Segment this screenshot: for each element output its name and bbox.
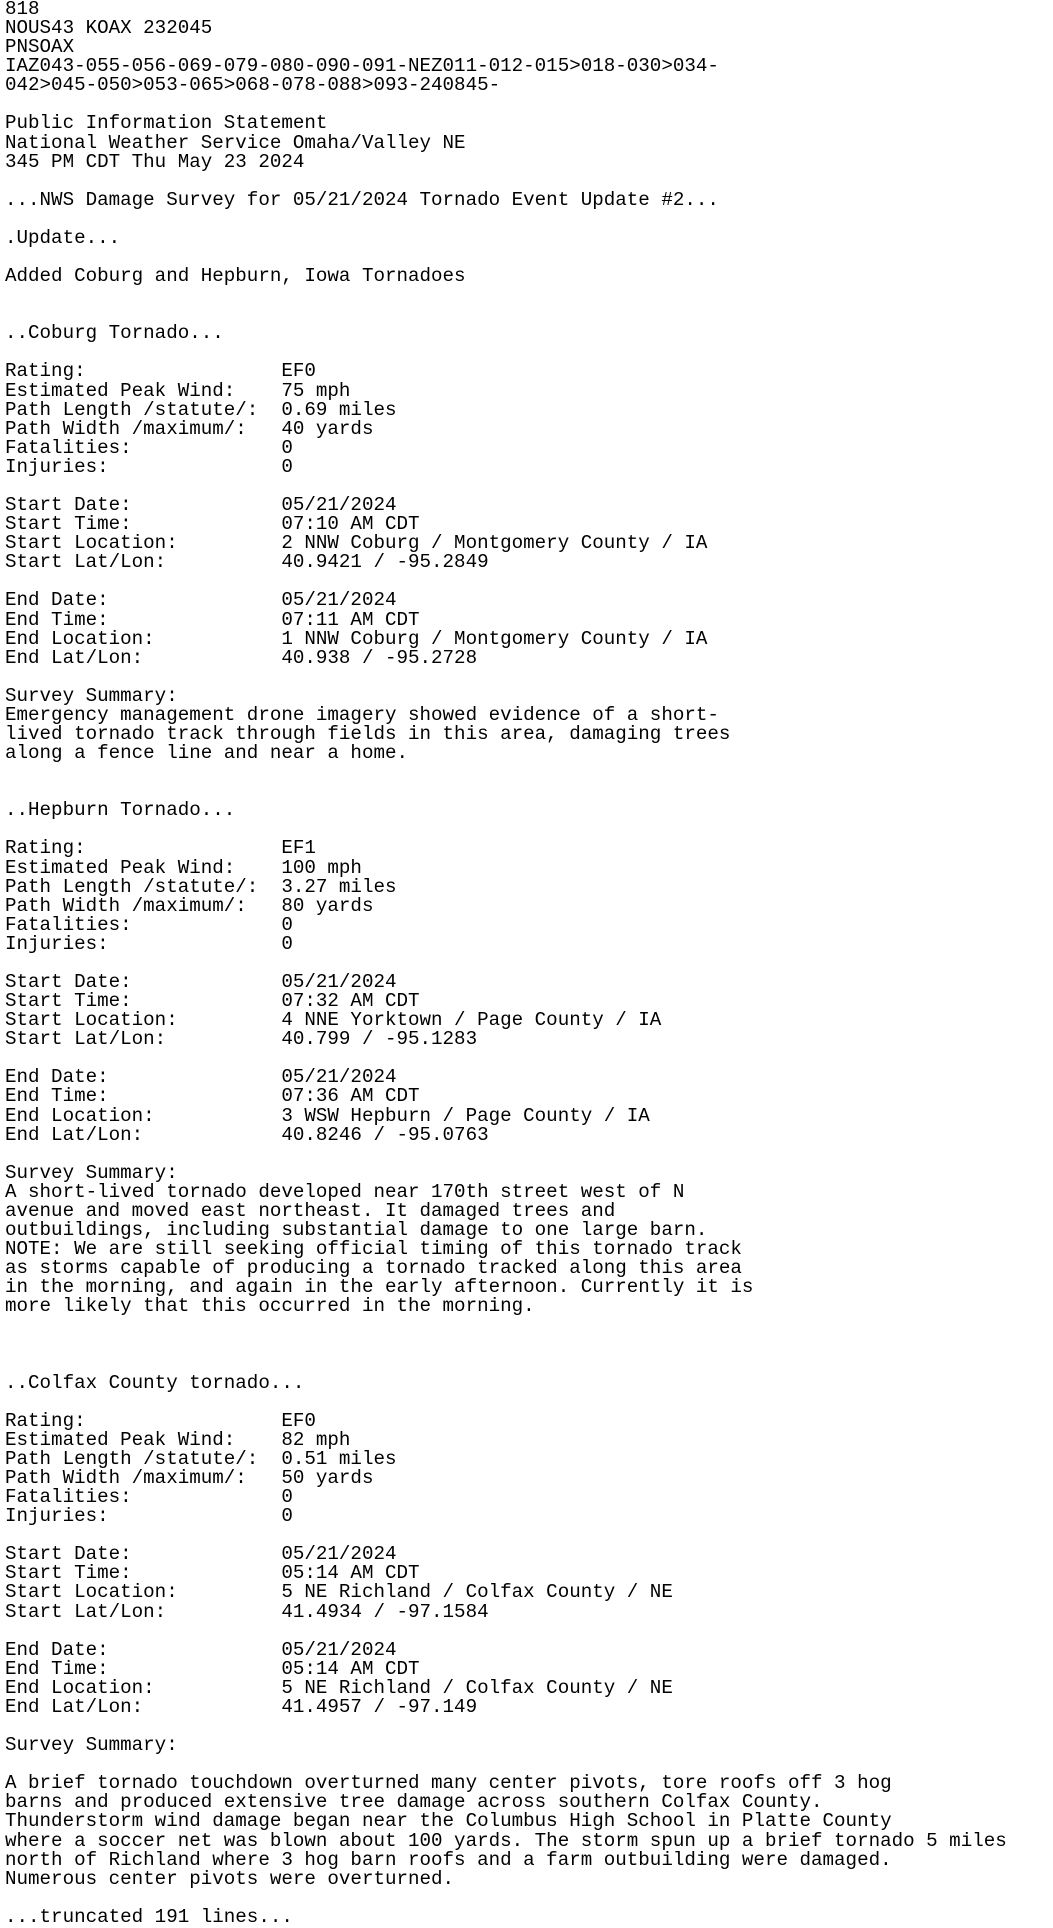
text-line — [5, 1889, 1053, 1908]
text-line — [5, 1316, 1053, 1335]
text-line: End Time: 05:14 AM CDT — [5, 1657, 420, 1680]
text-line — [5, 763, 1053, 782]
text-line: Fatalities: 0 — [5, 436, 293, 459]
text-line: 042>045-050>053-065>068-078-088>093-240845- — [5, 74, 501, 97]
text-line: 345 PM CDT Thu May 23 2024 — [5, 150, 305, 173]
text-line — [5, 1335, 1053, 1354]
text-line: in the morning, and again in the early afternoon. Currently it is — [5, 1276, 754, 1299]
text-line — [5, 1393, 1053, 1412]
text-line: Start Date: 05/21/2024 — [5, 494, 397, 517]
text-line: Path Length /statute/: 3.27 miles — [5, 875, 397, 898]
text-line: Start Time: 07:32 AM CDT — [5, 990, 420, 1013]
text-line: outbuildings, including substantial damage to one large barn. — [5, 1219, 708, 1241]
text-line — [5, 172, 1053, 191]
text-line: Emergency management drone imagery showed evidence of a short- — [5, 703, 719, 726]
text-line: Estimated Peak Wind: 100 mph — [5, 856, 362, 879]
text-line: End Location: 3 WSW Hepburn / Page County / IA — [5, 1104, 650, 1127]
text-line: NOUS43 KOAX 232045 — [5, 17, 213, 40]
text-line: more likely that this occurred in the morning. — [5, 1295, 535, 1318]
text-line — [5, 286, 1053, 305]
text-line: Fatalities: 0 — [5, 913, 293, 936]
text-line: Start Time: 05:14 AM CDT — [5, 1562, 420, 1585]
text-line: .Update... — [5, 226, 121, 249]
text-line: ...truncated 191 lines... — [5, 1905, 293, 1928]
text-line: IAZ043-055-056-069-079-080-090-091-NEZ011-012-015>018-030>034- — [5, 55, 719, 78]
text-line: Fatalities: 0 — [5, 1486, 293, 1509]
text-line: ..Colfax County tornado... — [5, 1371, 305, 1394]
text-line: Start Lat/Lon: 40.9421 / -95.2849 — [5, 551, 489, 574]
text-line: End Time: 07:11 AM CDT — [5, 608, 420, 631]
text-line — [5, 668, 1053, 687]
text-line — [5, 1145, 1053, 1164]
text-line: as storms capable of producing a tornado tracked along this area — [5, 1257, 742, 1280]
text-line: 818 — [5, 0, 40, 20]
text-line: ...NWS Damage Survey for 05/21/2024 Tornado Event Update #2... — [5, 188, 719, 211]
text-line — [5, 210, 1053, 229]
text-line: End Lat/Lon: 40.938 / -95.2728 — [5, 646, 478, 669]
text-line: lived tornado track through fields in this area, damaging trees — [5, 722, 731, 745]
text-line: avenue and moved east northeast. It damaged trees and — [5, 1199, 616, 1222]
text-line: Survey Summary: — [5, 684, 178, 707]
text-line: Start Location: 5 NE Richland / Colfax County / NE — [5, 1581, 673, 1604]
text-line: Path Width /maximum/: 40 yards — [5, 417, 374, 440]
text-line: A short-lived tornado developed near 170th street west of N — [5, 1180, 685, 1203]
text-line: Start Location: 2 NNW Coburg / Montgomery County / IA — [5, 532, 708, 555]
text-line: Start Lat/Lon: 40.799 / -95.1283 — [5, 1028, 478, 1051]
text-line: Survey Summary: — [5, 1161, 178, 1184]
text-line: Estimated Peak Wind: 82 mph — [5, 1428, 351, 1451]
text-line: Rating: EF1 — [5, 837, 316, 860]
text-line: where a soccer net was blown about 100 yards. The storm spun up a brief tornado 5 miles — [5, 1829, 1007, 1852]
text-line: Start Location: 4 NNE Yorktown / Page County / IA — [5, 1009, 662, 1032]
text-line: Start Date: 05/21/2024 — [5, 1543, 397, 1566]
text-line: Public Information Statement — [5, 112, 328, 135]
text-line — [5, 1355, 1053, 1374]
text-line: Path Width /maximum/: 80 yards — [5, 894, 374, 917]
text-line: Rating: EF0 — [5, 360, 316, 383]
text-line: Survey Summary: — [5, 1734, 178, 1757]
text-line: Start Time: 07:10 AM CDT — [5, 513, 420, 536]
text-line: ..Hepburn Tornado... — [5, 799, 236, 822]
text-line: north of Richland where 3 hog barn roofs and a farm outbuilding were damaged. — [5, 1848, 892, 1871]
text-line: PNSOAX — [5, 36, 75, 59]
text-line — [5, 1622, 1053, 1641]
text-line: End Date: 05/21/2024 — [5, 589, 397, 612]
text-line: Injuries: 0 — [5, 1505, 293, 1528]
text-line: ..Coburg Tornado... — [5, 322, 224, 345]
text-line: Estimated Peak Wind: 75 mph — [5, 379, 351, 402]
text-line: Rating: EF0 — [5, 1409, 316, 1432]
text-line: barns and produced extensive tree damage across southern Colfax County. — [5, 1791, 823, 1814]
text-line: along a fence line and near a home. — [5, 742, 409, 765]
text-line: Added Coburg and Hepburn, Iowa Tornadoes — [5, 265, 466, 288]
text-line: Numerous center pivots were overturned. — [5, 1867, 455, 1890]
text-line: A brief tornado touchdown overturned many center pivots, tore roofs off 3 hog — [5, 1772, 892, 1795]
text-line: End Location: 1 NNW Coburg / Montgomery County / IA — [5, 627, 708, 650]
text-line: Path Width /maximum/: 50 yards — [5, 1467, 374, 1490]
text-line: National Weather Service Omaha/Valley NE — [5, 131, 466, 154]
text-line: NOTE: We are still seeking official timing of this tornado track — [5, 1238, 742, 1261]
text-line: Path Length /statute/: 0.51 miles — [5, 1447, 397, 1470]
text-line: End Date: 05/21/2024 — [5, 1638, 397, 1661]
text-line: End Lat/Lon: 40.8246 / -95.0763 — [5, 1123, 489, 1146]
text-line: End Location: 5 NE Richland / Colfax County / NE — [5, 1676, 673, 1699]
text-line: Path Length /statute/: 0.69 miles — [5, 398, 397, 421]
text-line: Injuries: 0 — [5, 455, 293, 478]
text-line: End Lat/Lon: 41.4957 / -97.149 — [5, 1695, 478, 1718]
text-line: End Date: 05/21/2024 — [5, 1066, 397, 1089]
text-line: Injuries: 0 — [5, 932, 293, 955]
text-line: Start Date: 05/21/2024 — [5, 970, 397, 993]
text-line: Start Lat/Lon: 41.4934 / -97.1584 — [5, 1600, 489, 1623]
text-line: End Time: 07:36 AM CDT — [5, 1085, 420, 1108]
text-line: Thunderstorm wind damage began near the Columbus High School in Platte County — [5, 1810, 892, 1833]
